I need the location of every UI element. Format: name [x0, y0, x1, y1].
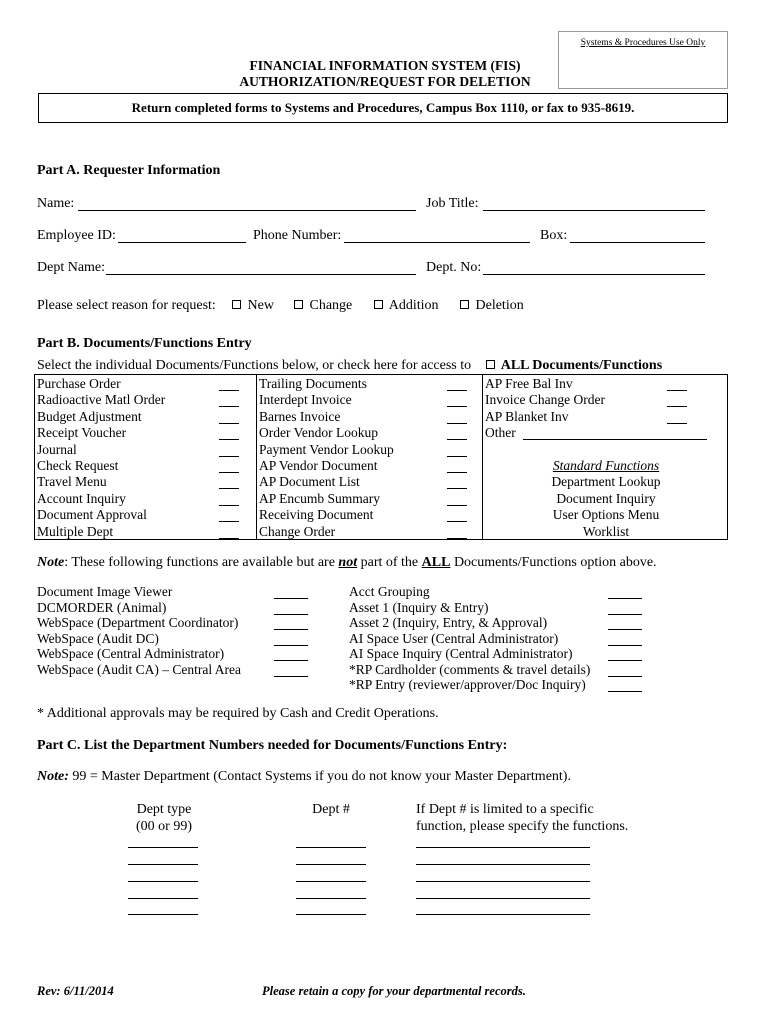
dept-number-field[interactable] — [296, 847, 366, 848]
documents-column-1 — [35, 375, 257, 539]
functions-field[interactable] — [416, 864, 590, 865]
return-instructions: Return completed forms to Systems and Procedures, Campus Box 1110, or fax to 935-8619. — [38, 93, 728, 123]
doc-item: Travel Menu — [37, 474, 107, 490]
doc-check-line[interactable] — [447, 521, 467, 522]
doc-item-other: Other — [485, 425, 516, 441]
part-c-note — [37, 769, 571, 785]
doc-item: AP Vendor Document — [259, 458, 378, 473]
note-text-3: Documents/Functions option above. — [450, 555, 657, 570]
functions-field[interactable] — [416, 881, 590, 882]
reason-deletion[interactable] — [460, 298, 524, 314]
reason-deletion-label: Deletion — [475, 298, 524, 313]
doc-check-line[interactable] — [447, 423, 467, 424]
doc-check-line[interactable] — [447, 538, 467, 539]
doc-check-line[interactable] — [219, 505, 239, 506]
documents-table — [34, 374, 728, 540]
doc-item: Multiple Dept — [37, 523, 114, 539]
dept-type-field[interactable] — [128, 847, 198, 848]
extra-check-line[interactable] — [608, 614, 642, 615]
doc-check-line[interactable] — [667, 406, 687, 407]
form-title: FINANCIAL INFORMATION SYSTEM (FIS) — [249, 58, 521, 73]
dept-type-field[interactable] — [128, 864, 198, 865]
extra-check-line[interactable] — [608, 691, 642, 692]
part-c-note-label: Note: — [37, 769, 69, 784]
extra-check-line[interactable] — [274, 645, 308, 646]
checkbox-icon — [294, 300, 303, 309]
reason-change-label: Change — [309, 298, 353, 313]
doc-check-line[interactable] — [219, 521, 239, 522]
note-all: ALL — [421, 555, 451, 570]
note-label: Note — [37, 555, 65, 570]
all-documents-option[interactable] — [486, 358, 662, 374]
name-label: Name: — [37, 196, 75, 211]
dept-type-field[interactable] — [128, 881, 198, 882]
doc-check-line[interactable] — [667, 423, 687, 424]
job-title-field[interactable] — [483, 210, 705, 211]
doc-check-line[interactable] — [447, 439, 467, 440]
doc-item: AP Encumb Summary — [259, 490, 380, 506]
functions-field[interactable] — [416, 898, 590, 899]
doc-check-line[interactable] — [447, 488, 467, 489]
dept-number-field[interactable] — [296, 864, 366, 865]
checkbox-icon — [232, 300, 241, 309]
extra-function: Asset 2 (Inquiry, Entry, & Approval) — [349, 615, 548, 630]
standard-function: Worklist — [582, 523, 630, 539]
extra-function: WebSpace (Department Coordinator) — [37, 615, 239, 630]
doc-check-line[interactable] — [219, 406, 239, 407]
phone-label: Phone Number: — [253, 228, 342, 243]
doc-check-line[interactable] — [219, 390, 239, 391]
doc-item: Payment Vendor Lookup — [259, 441, 394, 457]
doc-item: AP Blanket Inv — [485, 408, 569, 424]
functions-header: If Dept # is limited to a specific — [416, 802, 594, 817]
box-field[interactable] — [570, 242, 705, 243]
office-use-label: Systems & Procedures Use Only — [580, 38, 706, 48]
standard-function: Department Lookup — [551, 474, 661, 490]
standard-function: User Options Menu — [552, 507, 660, 523]
reason-new-label: New — [247, 298, 274, 313]
dept-type-subheader: (00 or 99) — [136, 819, 192, 834]
dept-number-field[interactable] — [296, 898, 366, 899]
dept-no-field[interactable] — [483, 274, 705, 275]
dept-name-field[interactable] — [106, 274, 416, 275]
doc-item: Invoice Change Order — [485, 392, 605, 408]
approvals-note: * Additional approvals may be required by Cash and Credit Operations. — [37, 706, 439, 721]
employee-id-label: Employee ID: — [37, 228, 116, 243]
revision-date: Rev: 6/11/2014 — [37, 984, 114, 998]
extra-check-line[interactable] — [608, 598, 642, 599]
doc-item: Document Approval — [37, 507, 147, 523]
dept-type-field[interactable] — [128, 898, 198, 899]
doc-item: Order Vendor Lookup — [259, 425, 378, 441]
part-c-title: Part C. List the Department Numbers needed for Documents/Functions Entry: — [37, 738, 508, 753]
dept-name-label: Dept Name: — [37, 260, 106, 275]
doc-item: Interdept Invoice — [259, 392, 352, 408]
doc-item: Barnes Invoice — [259, 408, 341, 424]
doc-check-line[interactable] — [219, 439, 239, 440]
extra-check-line[interactable] — [608, 645, 642, 646]
standard-function: Document Inquiry — [556, 490, 656, 506]
standard-functions-title: Standard Functions — [552, 458, 660, 473]
doc-item: Check Request — [37, 458, 119, 473]
doc-check-line[interactable] — [219, 538, 239, 539]
part-b-note — [37, 555, 657, 571]
extra-check-line[interactable] — [274, 660, 308, 661]
extra-check-line[interactable] — [274, 614, 308, 615]
checkbox-icon — [486, 360, 495, 369]
doc-check-line[interactable] — [219, 423, 239, 424]
doc-check-line[interactable] — [447, 505, 467, 506]
extra-function: Document Image Viewer — [37, 584, 173, 599]
note-text-1: : These following functions are available but are — [64, 555, 339, 570]
extra-functions-right — [349, 584, 590, 693]
doc-check-line[interactable] — [447, 456, 467, 457]
box-label: Box: — [540, 228, 568, 243]
job-title-label: Job Title: — [426, 196, 479, 211]
form-subtitle: AUTHORIZATION/REQUEST FOR DELETION — [239, 74, 531, 89]
doc-check-line[interactable] — [219, 456, 239, 457]
documents-column-2 — [257, 375, 483, 539]
doc-item: Receiving Document — [259, 507, 374, 523]
dept-type-field[interactable] — [128, 914, 198, 915]
name-field[interactable] — [78, 210, 416, 211]
extra-function: AI Space User (Central Administrator) — [349, 630, 559, 646]
extra-function: AI Space Inquiry (Central Administrator) — [349, 646, 573, 661]
doc-check-line[interactable] — [667, 390, 687, 391]
dept-number-field[interactable] — [296, 881, 366, 882]
doc-item: Receipt Voucher — [37, 425, 127, 441]
doc-item: AP Free Bal Inv — [485, 376, 573, 391]
checkbox-icon — [460, 300, 469, 309]
extra-function: Asset 1 (Inquiry & Entry) — [349, 599, 489, 615]
doc-item: Change Order — [259, 523, 336, 539]
doc-check-line[interactable] — [447, 472, 467, 473]
employee-id-field[interactable] — [118, 242, 246, 243]
part-b-title: Part B. Documents/Functions Entry — [37, 336, 252, 351]
extra-function: WebSpace (Central Administrator) — [37, 646, 225, 661]
dept-number-header: Dept # — [312, 802, 350, 817]
doc-check-line[interactable] — [219, 488, 239, 489]
doc-item: Trailing Documents — [259, 376, 367, 391]
extra-check-line[interactable] — [274, 598, 308, 599]
reason-addition-label: Addition — [388, 298, 439, 313]
extra-check-line[interactable] — [274, 629, 308, 630]
part-c-note-text: 99 = Master Department (Contact Systems if you do not know your Master Department). — [68, 769, 571, 784]
extra-check-line[interactable] — [608, 676, 642, 677]
dept-number-field[interactable] — [296, 914, 366, 915]
doc-check-line[interactable] — [219, 472, 239, 473]
extra-function: DCMORDER (Animal) — [37, 599, 167, 615]
reason-addition[interactable] — [374, 298, 439, 314]
other-field[interactable] — [523, 439, 707, 440]
dept-no-label: Dept. No: — [426, 260, 482, 275]
doc-item: Budget Adjustment — [37, 408, 142, 424]
phone-field[interactable] — [344, 242, 530, 243]
doc-item: Radioactive Matl Order — [37, 392, 166, 408]
doc-check-line[interactable] — [447, 406, 467, 407]
doc-item: Journal — [37, 441, 77, 457]
dept-type-header: Dept type — [136, 802, 192, 817]
doc-item: AP Document List — [259, 474, 360, 490]
reason-new[interactable] — [232, 298, 274, 314]
checkbox-icon — [374, 300, 383, 309]
doc-item: Purchase Order — [37, 376, 121, 391]
extra-function: WebSpace (Audit DC) — [37, 630, 159, 646]
functions-subheader: function, please specify the functions. — [416, 819, 629, 834]
extra-function: *RP Entry (reviewer/approver/Doc Inquiry) — [349, 677, 586, 692]
part-b-intro: Select the individual Documents/Functions below, or check here for access to — [37, 358, 472, 373]
note-text-2: part of the — [357, 555, 422, 570]
extra-functions-left — [37, 584, 241, 677]
reason-label: Please select reason for request: — [37, 298, 216, 313]
part-a-title: Part A. Requester Information — [37, 163, 221, 178]
extra-check-line[interactable] — [608, 629, 642, 630]
extra-function: Acct Grouping — [349, 584, 430, 599]
reason-change[interactable] — [294, 298, 352, 314]
retain-copy-note: Please retain a copy for your departmental records. — [262, 984, 526, 998]
extra-function: WebSpace (Audit CA) – Central Area — [37, 661, 241, 677]
extra-check-line[interactable] — [274, 676, 308, 677]
functions-field[interactable] — [416, 914, 590, 915]
doc-check-line[interactable] — [447, 390, 467, 391]
extra-function: *RP Cardholder (comments & travel details) — [349, 661, 591, 677]
all-documents-label: ALL Documents/Functions — [500, 358, 663, 373]
functions-field[interactable] — [416, 847, 590, 848]
doc-item: Account Inquiry — [37, 490, 126, 506]
extra-check-line[interactable] — [608, 660, 642, 661]
note-not: not — [338, 555, 358, 570]
documents-column-3 — [483, 375, 729, 539]
